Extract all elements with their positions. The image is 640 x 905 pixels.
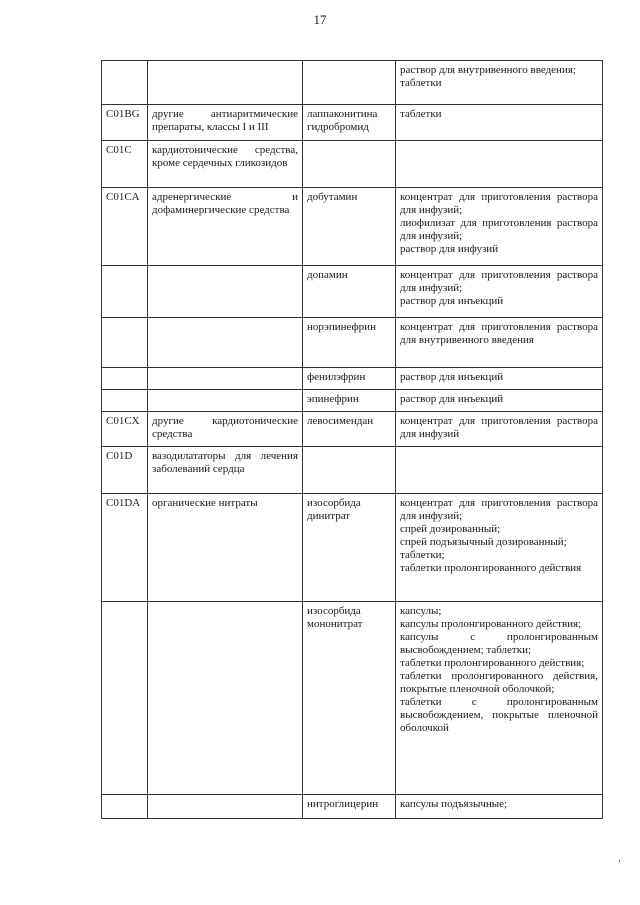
dosage-form: концентрат для приготовления раствора для инфузий [400,415,598,440]
table-row [102,795,603,819]
drug-name-cell: норэпинефрин [303,318,396,368]
drug-name-cell: эпинефрин [303,390,396,412]
pharm-group-cell: кардиотонические средства, кроме сердечных гликозидов [148,141,303,188]
dosage-forms-cell [396,602,603,795]
dosage-forms-cell [396,412,603,447]
dosage-forms-cell [396,318,603,368]
drug-name-cell [303,447,396,494]
dosage-form: лиофилизат для приготовления раствора для инфузий; [400,217,598,242]
dosage-form: таблетки [400,77,442,89]
table-row [102,188,603,266]
drug-name-cell: добутамин [303,188,396,266]
pharm-group-cell: другие кардиотонические средства [148,412,303,447]
pharm-group-cell [148,368,303,390]
atc-code-cell [102,61,148,105]
page-number: 17 [313,12,327,27]
atc-code-cell: C01D [102,447,148,494]
dosage-forms-cell [396,390,603,412]
dosage-forms-cell [396,368,603,390]
atc-code-cell [102,390,148,412]
table-row [102,494,603,602]
table-row [102,602,603,795]
drug-name-cell: изосорбида мононитрат [303,602,396,795]
table-row [102,141,603,188]
drug-name-cell [303,61,396,105]
pharm-group-cell [148,61,303,105]
dosage-form: таблетки; [400,549,445,561]
pharm-group-cell [148,390,303,412]
dosage-form: раствор для инъекций [400,393,504,405]
corner-mark: ‘ [618,858,621,868]
dosage-form: таблетки пролонгированного действия; [400,657,585,669]
table-row [102,412,603,447]
drug-name-cell: лаппаконитина гидробромид [303,105,396,141]
pharm-group-cell: вазодилататоры для лечения заболеваний сердца [148,447,303,494]
drug-name-cell: левосимендан [303,412,396,447]
pharm-group-cell [148,602,303,795]
table-row [102,266,603,318]
atc-code-cell [102,602,148,795]
atc-code-cell: C01CA [102,188,148,266]
table-row [102,390,603,412]
atc-code-cell [102,266,148,318]
dosage-forms-cell [396,266,603,318]
dosage-forms-cell [396,795,603,819]
atc-code-cell [102,318,148,368]
dosage-forms-cell [396,61,603,105]
dosage-form: концентрат для приготовления раствора для инфузий; [400,191,598,216]
dosage-form: капсулы подъязычные; [400,798,508,810]
drug-name-cell: нитроглицерин [303,795,396,819]
atc-code-cell [102,368,148,390]
table-body [102,61,603,819]
pharm-group-cell: органические нитраты [148,494,303,602]
dosage-form: таблетки пролонгированного действия, покрытые пленочной оболочкой; [400,670,598,695]
pharm-group-cell [148,795,303,819]
dosage-form: раствор для инъекций [400,295,504,307]
dosage-form: капсулы с пролонгированным высвобождением; таблетки; [400,631,598,656]
drug-table [101,60,603,819]
atc-code-cell: C01C [102,141,148,188]
pharm-group-cell: адренергические и дофаминергические средства [148,188,303,266]
atc-code-cell: C01BG [102,105,148,141]
dosage-form: раствор для инъекций [400,371,504,383]
pharm-group-cell: другие антиаритмические препараты, классы I и III [148,105,303,141]
dosage-form: раствор для внутривенного введения; [400,64,576,76]
dosage-forms-cell [396,188,603,266]
drug-name-cell: допамин [303,266,396,318]
dosage-form: таблетки с пролонгированным высвобождением, покрытые пленочной оболочкой [400,696,598,734]
dosage-form: спрей подъязычный дозированный; [400,536,567,548]
dosage-forms-cell [396,447,603,494]
dosage-forms-cell [396,141,603,188]
dosage-form: капсулы; [400,605,442,617]
table-row [102,447,603,494]
table-row [102,61,603,105]
atc-code-cell [102,795,148,819]
drug-name-cell: изосорбида динитрат [303,494,396,602]
dosage-form: раствор для инфузий [400,243,499,255]
table-row [102,318,603,368]
dosage-form: таблетки [400,108,442,120]
dosage-form: концентрат для приготовления раствора для инфузий; [400,497,598,522]
dosage-forms-cell [396,105,603,141]
drug-name-cell: фенилэфрин [303,368,396,390]
dosage-form: концентрат для приготовления раствора для инфузий; [400,269,598,294]
dosage-forms-cell [396,494,603,602]
atc-code-cell: C01CX [102,412,148,447]
table-row [102,105,603,141]
dosage-form: капсулы пролонгированного действия; [400,618,582,630]
dosage-form: спрей дозированный; [400,523,501,535]
pharm-group-cell [148,318,303,368]
dosage-form: таблетки пролонгированного действия [400,562,582,574]
drug-name-cell [303,141,396,188]
atc-code-cell: C01DA [102,494,148,602]
dosage-form: концентрат для приготовления раствора для внутривенного введения [400,321,598,346]
table-row [102,368,603,390]
pharm-group-cell [148,266,303,318]
